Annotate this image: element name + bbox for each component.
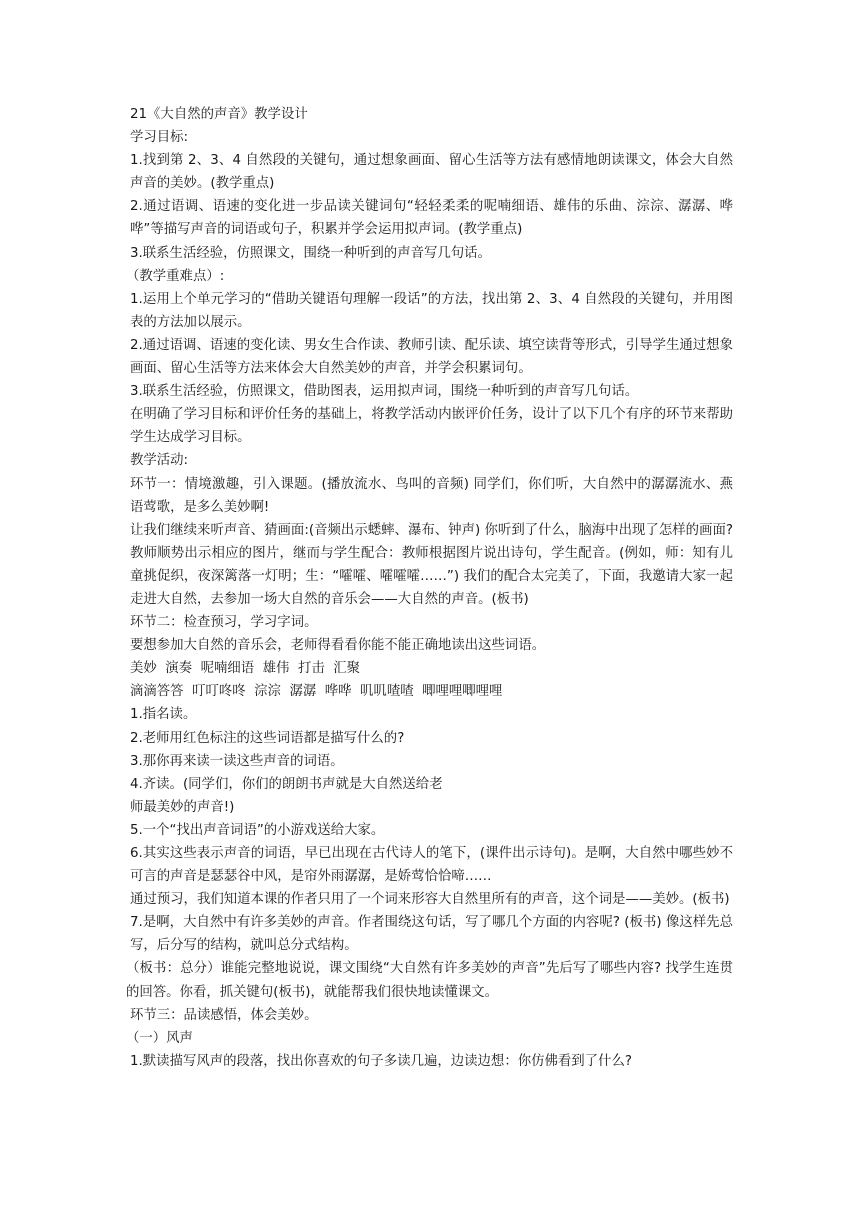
list-item: 3.那你再来读一读这些声音的词语。 xyxy=(130,753,344,769)
document-body xyxy=(126,103,733,1073)
difficulty-item: 3.联系生活经验，仿照课文，借助图表，运用拟声词，围绕一种听到的声音写几句话。 xyxy=(130,384,639,400)
list-item: 4.齐读。(同学们，你们的朗朗书声就是大自然送给老 xyxy=(130,776,443,792)
section-heading-objectives: 学习目标: xyxy=(130,130,189,146)
vocabulary-line: 美妙 演奏 呢喃细语 雄伟 打击 汇聚 xyxy=(130,661,361,677)
body-paragraph: 要想参加大自然的音乐会，老师得看看你能不能正确地读出这些词语。 xyxy=(130,638,546,654)
subsection-heading-wind: （一）风声 xyxy=(126,1030,193,1046)
list-item: 1.指名读。 xyxy=(130,707,197,723)
objective-item: 3.联系生活经验，仿照课文，围绕一种听到的声音写几句话。 xyxy=(130,245,491,261)
list-item: 7.是啊，大自然中有许多美妙的声音。作者围绕这句话，写了哪几个方面的内容呢? (板书) 像这样先总写，后分写的结构，就叫总分式结构。 xyxy=(130,915,733,954)
list-item: 6.其实这些表示声音的词语，早已出现在古代诗人的笔下，(课件出示诗句)。是啊，大自然中哪些妙不可言的声音是瑟瑟谷中风，是帘外雨潺潺，是娇莺恰恰啼…… xyxy=(130,846,733,885)
objective-item: 1.找到第 2、3、4 自然段的关键句，通过想象画面、留心生活等方法有感情地朗读课文，体会大自然声音的美妙。(教学重点) xyxy=(130,153,733,192)
section-heading-key-difficulties: （教学重难点）: xyxy=(126,268,225,284)
activity-step-three: 环节三：品读感悟，体会美妙。 xyxy=(130,1007,318,1023)
section-heading-activities: 教学活动: xyxy=(130,453,189,469)
list-item: 2.老师用红色标注的这些词语都是描写什么的? xyxy=(130,730,405,746)
difficulty-item: 2.通过语调、语速的变化读、男女生合作读、教师引读、配乐读、填空读背等形式，引导学生通过想象画面、留心生活等方法来体会大自然美妙的声音，并学会积累词句。 xyxy=(130,337,733,377)
objective-item: 2.通过语调、语速的变化进一步品读关键词句“轻轻柔柔的呢喃细语、雄伟的乐曲、淙淙、潺潺、哗哗”等描写声音的词语或句子，积累并学会运用拟声词。(教学重点) xyxy=(130,199,733,238)
body-paragraph: 让我们继续来听声音、猜画面:(音频出示蟋蟀、瀑布、钟声) 你听到了什么，脑海中出现了怎样的画面? 教师顺势出示相应的图片，继而与学生配合：教师根据图片说出诗句，学生配音。(例如，师：知有儿童挑促织，夜深篱落一灯明；生：“嚯嚯、嚯嚯嚯……”) 我们的配合太完美了，下面，我邀请大家一起走进大自然，去参加一场大自然的音乐会——大自然的声音。(板书) xyxy=(130,522,733,607)
list-item: 1.默读描写风声的段落，找出你喜欢的句子多读几遍，边读边想：你仿佛看到了什么? xyxy=(130,1053,632,1069)
document-title: 21《大自然的声音》教学设计 xyxy=(130,107,308,122)
vocabulary-line: 滴滴答答 叮叮咚咚 淙淙 潺潺 哗哗 叽叽喳喳 唧哩哩唧哩哩 xyxy=(130,684,503,700)
body-paragraph: （板书：总分）谁能完整地说说，课文围绕“大自然有许多美妙的声音”先后写了哪些内容? 找学生连贯的回答。你看，抓关键句(板书)，就能帮我们很快地读懂课文。 xyxy=(126,961,733,1000)
body-paragraph: 在明确了学习目标和评价任务的基础上，将教学活动内嵌评价任务，设计了以下几个有序的环节来帮助学生达成学习目标。 xyxy=(130,407,733,446)
difficulty-item: 1.运用上个单元学习的“借助关键语句理解一段话”的方法，找出第 2、3、4 自然段的关键句，并用图表的方法加以展示。 xyxy=(130,291,733,330)
activity-step-two: 环节二：检查预习，学习字词。 xyxy=(130,615,318,631)
list-item: 5.一个“找出声音词语”的小游戏送给大家。 xyxy=(130,822,385,838)
activity-step-one: 环节一：情境激趣，引入课题。(播放流水、鸟叫的音频) 同学们，你们听，大自然中的潺潺流水、燕语莺歌，是多么美妙啊! xyxy=(130,476,733,515)
body-paragraph: 通过预习，我们知道本课的作者只用了一个词来形容大自然里所有的声音，这个词是——美妙。(板书) xyxy=(130,892,730,908)
list-item-continued: 师最美妙的声音!) xyxy=(130,799,235,815)
